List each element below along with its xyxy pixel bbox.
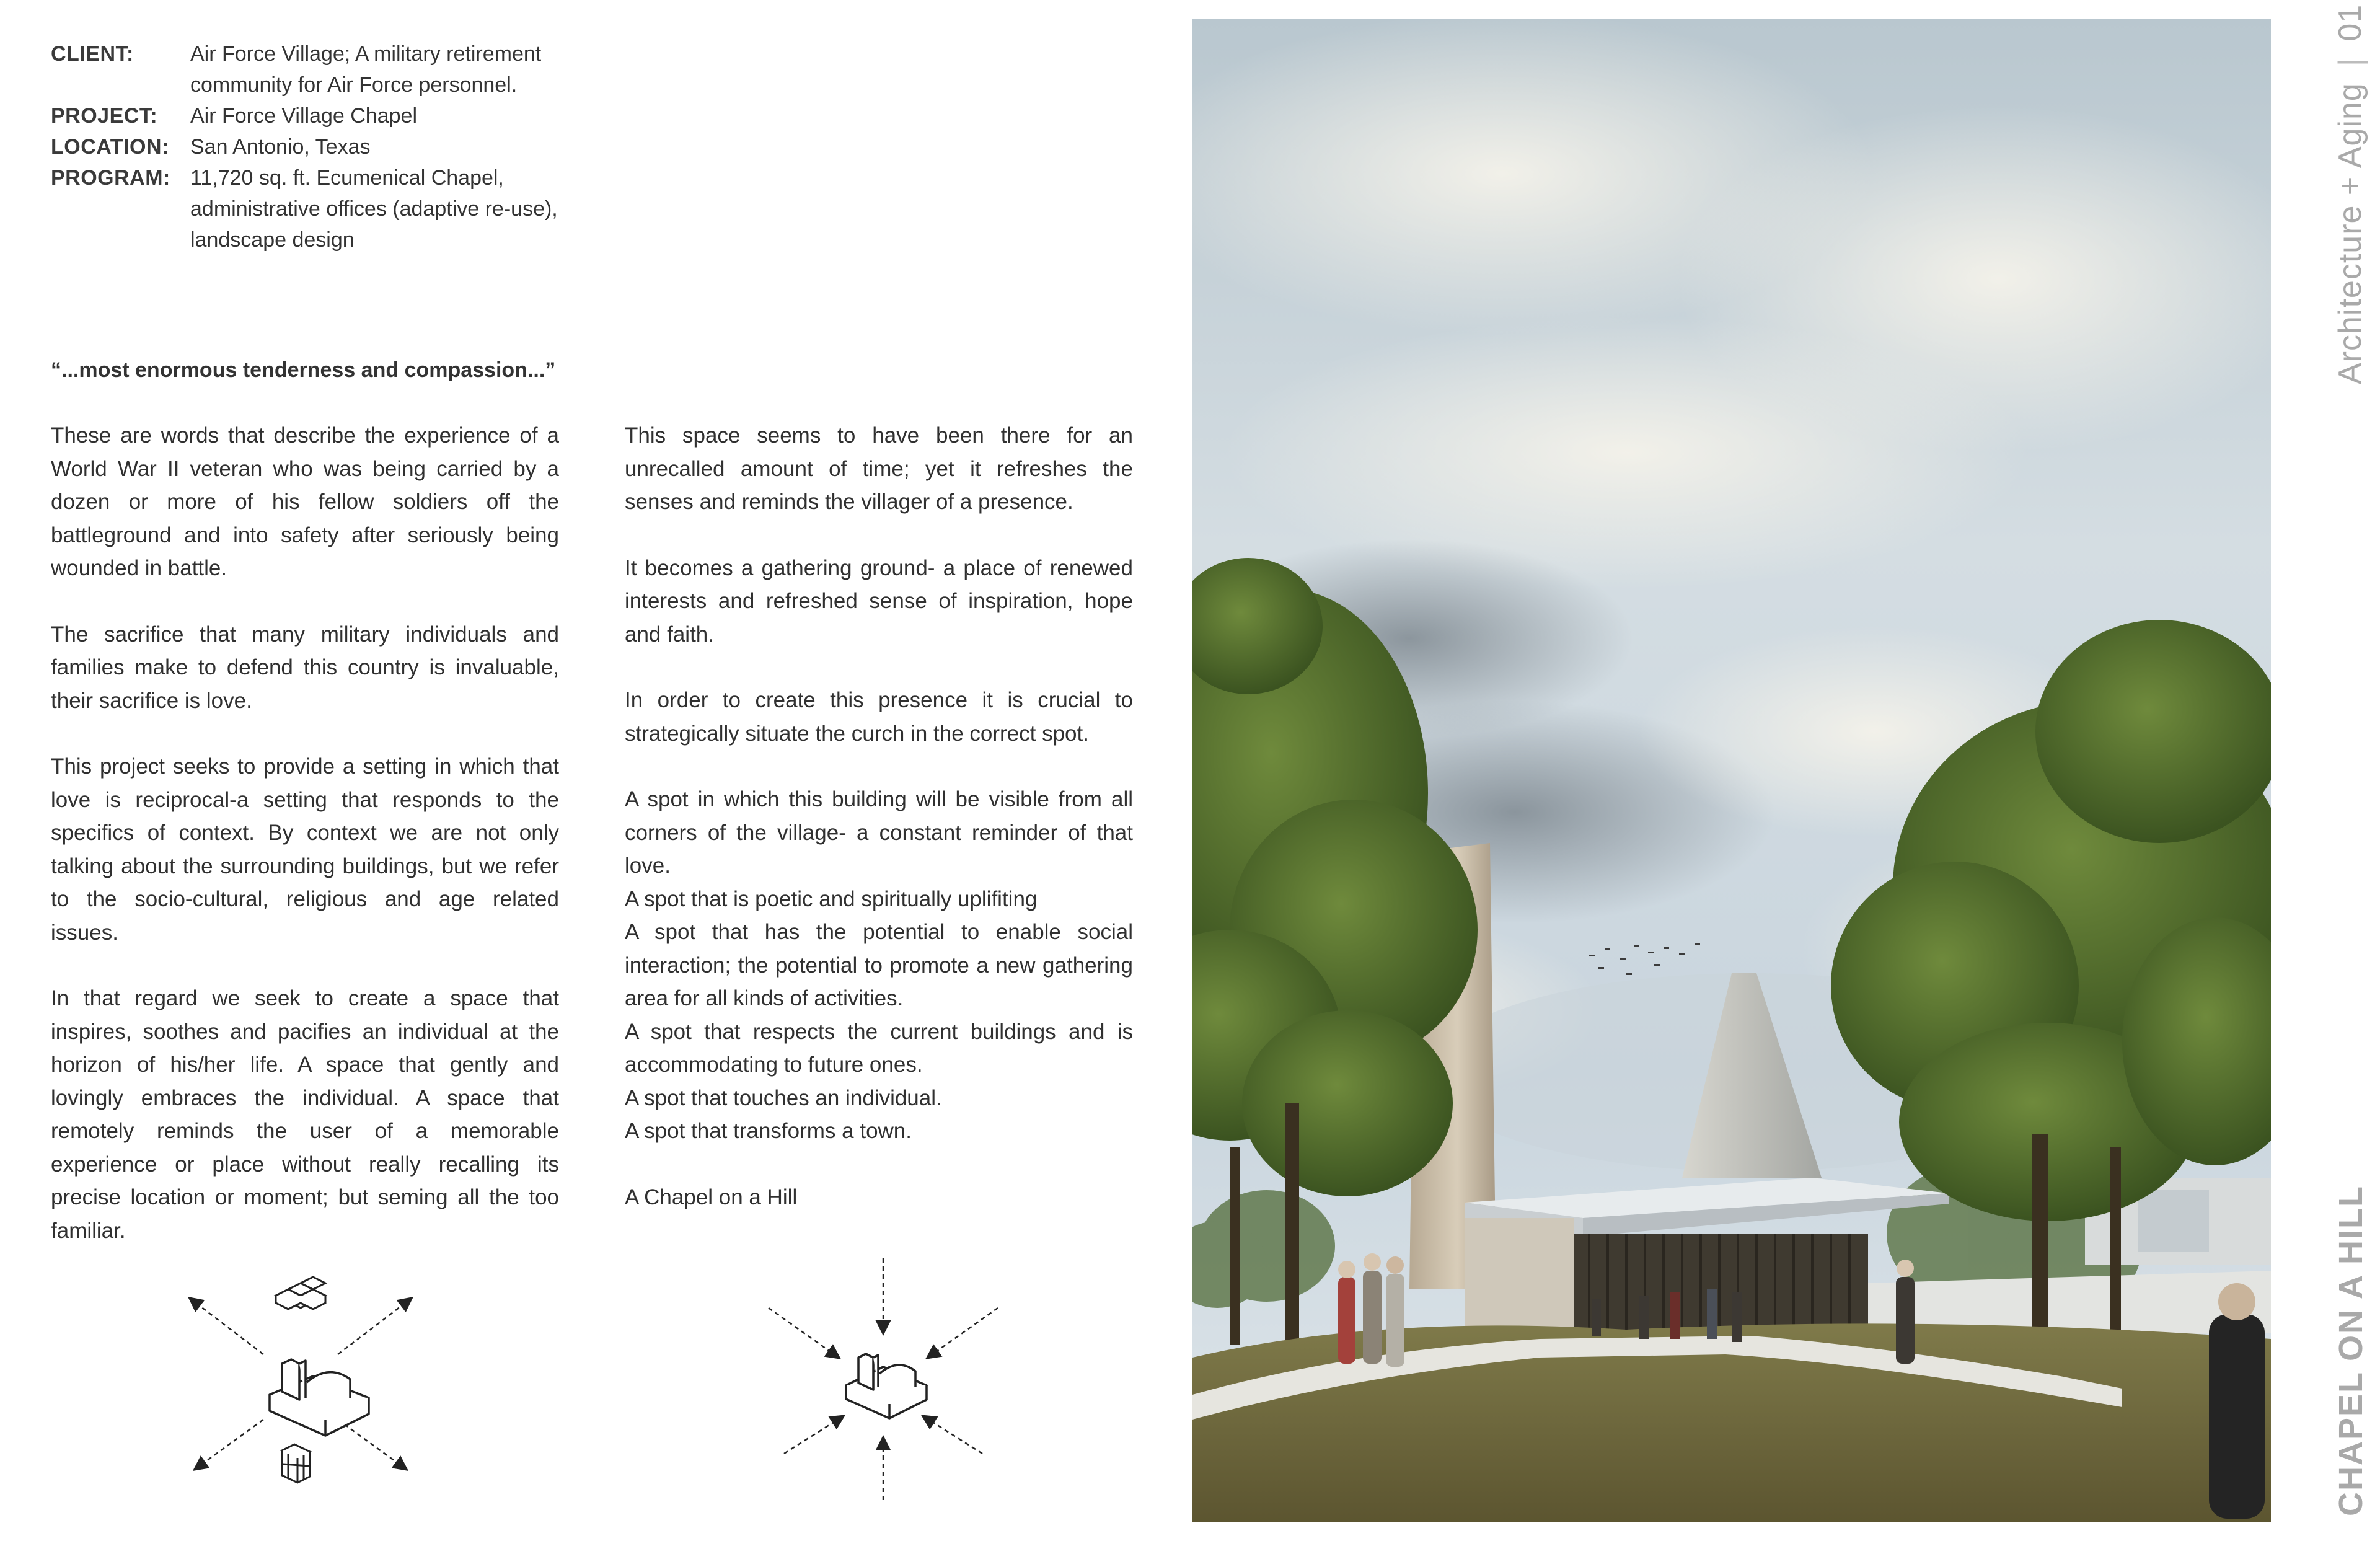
paragraph: In that regard we seek to create a space that inspires, soothes and pacifies an individual at the horizon of his/her life. A space that gently and lovingly embraces the individual. A space that remotely reminds the user of a memorable experience or place without really recalling its precise location or moment; but seming all the too familiar. (51, 986, 559, 1243)
page-number: 01 (2332, 4, 2368, 42)
pull-quote: “...most enormous tenderness and compassion...” (51, 358, 556, 382)
paragraph: This space seems to have been there for an unrecalled amount of time; yet it refreshes the senses and reminds the villager of a presence. (625, 423, 1133, 514)
paragraph: It becomes a gathering ground- a place of renewed interests and refreshed sense of inspiration, hope and faith. (625, 555, 1133, 647)
info-value: Air Force Village; A military retirement community for Air Force personnel. (190, 42, 542, 97)
closing-line: A Chapel on a Hill (625, 1185, 798, 1209)
chapel-radiating-outward-diagram-icon (177, 1265, 425, 1500)
info-value: 11,720 sq. ft. Ecumenical Chapel, administrative offices (adaptive re-use), landscape design (190, 166, 558, 252)
spot-line: A spot that touches an individual. (625, 1085, 942, 1110)
paragraph: The sacrifice that many military individuals and families make to defend this country is invaluable, their sacrifice is love. (51, 622, 559, 713)
paragraph: These are words that describe the experience of a World War II veteran who was being carried by a dozen or more of his fellow soldiers off the battleground and into safety after seriously being wounded in battle. (51, 423, 559, 580)
paragraph: This project seeks to provide a setting in which that love is reciprocal-a setting that responds to the specifics of context. By context we are not only talking about the surrounding buildings, but we refer to the socio-cultural, religious and age related issues. (51, 754, 559, 945)
chapel-rendering-image (1192, 19, 2271, 1522)
info-key: LOCATION: (51, 135, 169, 159)
info-value: San Antonio, Texas (190, 135, 371, 159)
info-row-program (51, 162, 584, 255)
info-key: CLIENT: (51, 42, 134, 66)
info-row-location (51, 131, 584, 162)
chapel-converging-inward-diagram-icon (759, 1252, 1007, 1506)
info-key: PROJECT: (51, 104, 158, 128)
side-label-project-title: CHAPEL ON A HILL (2332, 1185, 2369, 1516)
info-row-project (51, 100, 584, 131)
spot-line: A spot in which this building will be visible from all corners of the village- a constant reminder of that love. (625, 787, 1133, 878)
project-info (51, 38, 584, 255)
side-label-section (2332, 4, 2369, 384)
paragraph: In order to create this presence it is crucial to strategically situate the curch in the correct spot. (625, 688, 1133, 746)
label-separator: | (2332, 57, 2368, 67)
spot-line: A spot that has the potential to enable social interaction; the potential to promote a new gathering area for all kinds of activities. (625, 920, 1133, 1010)
info-value: Air Force Village Chapel (190, 104, 417, 128)
info-key: PROGRAM: (51, 166, 170, 190)
section-subject: Architecture + Aging (2332, 82, 2368, 384)
spot-line: A spot that transforms a town. (625, 1119, 912, 1143)
text-column-right (625, 419, 1133, 1247)
info-row-client (51, 38, 584, 100)
spot-line: A spot that respects the current buildings and is accommodating to future ones. (625, 1019, 1133, 1077)
spot-line: A spot that is poetic and spiritually uplifiting (625, 886, 1038, 911)
text-column-left (51, 419, 559, 1247)
